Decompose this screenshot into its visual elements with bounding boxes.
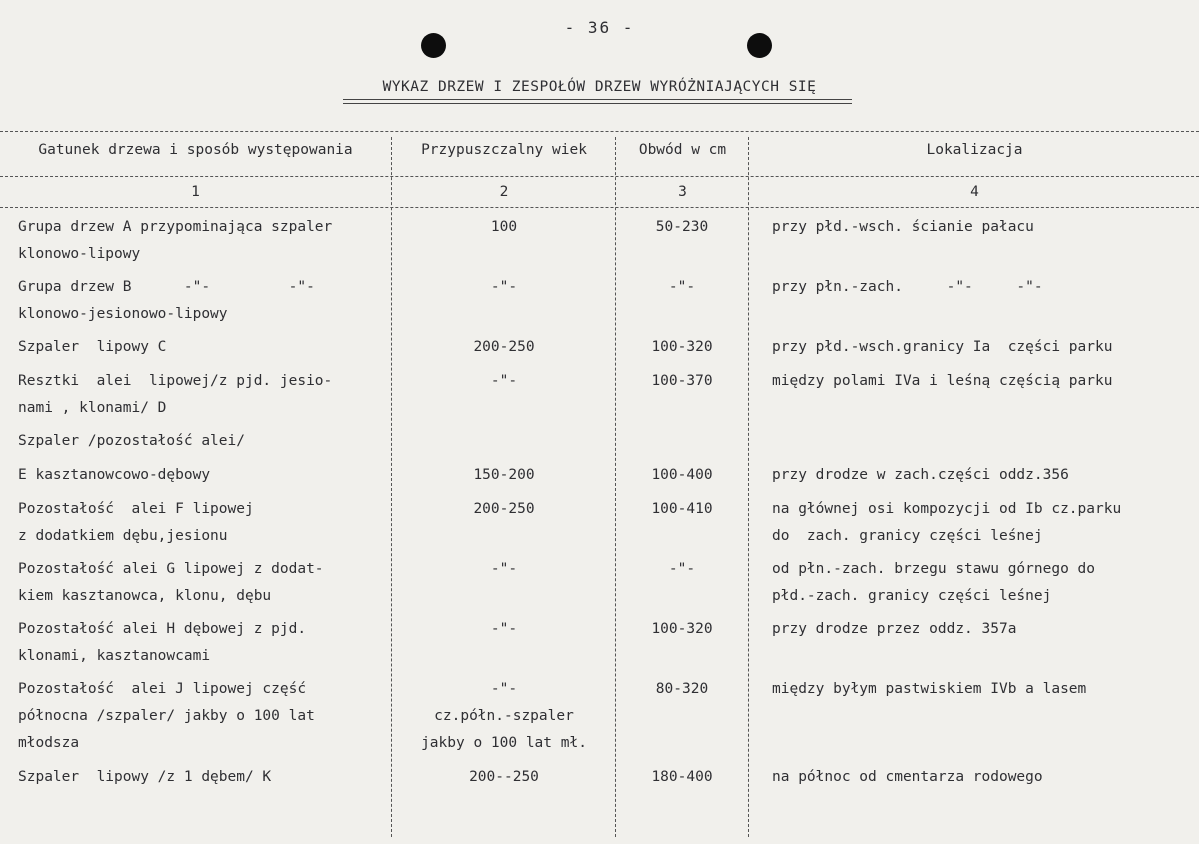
header-gatunek: Gatunek drzewa i sposób występowania — [38, 142, 353, 158]
header-lokalizacja: Lokalizacja — [926, 142, 1023, 158]
cell-obwod — [619, 214, 745, 241]
cell-line: 200--250 — [469, 769, 539, 785]
cell-obwod — [619, 334, 745, 361]
cell-gatunek — [18, 676, 390, 757]
cell-line: przy drodze w zach.części oddz.356 — [772, 467, 1069, 483]
cell-wiek — [395, 334, 613, 361]
cell-line: Pozostałość alei G lipowej z dodat- — [18, 561, 324, 577]
cell-obwod — [619, 462, 745, 489]
cell-lokalizacja — [772, 676, 1197, 703]
punch-hole-left — [421, 33, 446, 58]
cell-line: 180-400 — [651, 769, 713, 785]
cell-wiek — [395, 214, 613, 241]
cell-line: 50-230 — [655, 219, 709, 235]
title-underline-second — [343, 103, 852, 104]
cell-line: 100-320 — [651, 621, 713, 637]
cell-gatunek — [18, 428, 390, 455]
cell-wiek — [395, 764, 613, 791]
title-underline — [343, 99, 852, 100]
cell-lokalizacja — [772, 496, 1197, 550]
cell-lokalizacja — [772, 214, 1197, 241]
cell-line: przy drodze przez oddz. 357a — [772, 621, 1017, 637]
cell-line: kiem kasztanowca, klonu, dębu — [18, 588, 272, 604]
cell-line: Grupa drzew A przypominająca szpaler — [18, 219, 333, 235]
cell-gatunek — [18, 274, 390, 328]
cell-wiek — [395, 368, 613, 395]
header-bottom-rule — [0, 176, 1199, 177]
cell-obwod — [619, 556, 745, 583]
cell-obwod — [619, 764, 745, 791]
column-number-4: 4 — [970, 184, 979, 200]
column-divider-2 — [615, 137, 616, 837]
cell-line: klonami, kasztanowcami — [18, 648, 211, 664]
cell-line: Szpaler lipowy C — [18, 339, 167, 355]
cell-line: Szpaler /pozostałość alei/ — [18, 433, 245, 449]
cell-lokalizacja — [772, 556, 1197, 610]
cell-line: Pozostałość alei F lipowej — [18, 501, 254, 517]
cell-gatunek — [18, 556, 390, 610]
cell-wiek — [395, 496, 613, 523]
cell-gatunek — [18, 616, 390, 670]
cell-wiek — [395, 616, 613, 643]
cell-line: 100 — [490, 219, 518, 235]
cell-line: -"- — [490, 373, 518, 389]
cell-lokalizacja — [772, 616, 1197, 643]
cell-line: 200-250 — [473, 501, 535, 517]
cell-line: między byłym pastwiskiem IVb a lasem — [772, 681, 1087, 697]
cell-wiek — [395, 274, 613, 301]
cell-line: klonowo-jesionowo-lipowy — [18, 306, 228, 322]
cell-lokalizacja — [772, 368, 1197, 395]
cell-line: od płn.-zach. brzegu stawu górnego do — [772, 561, 1096, 577]
cell-line: jakby o 100 lat mł. — [421, 735, 587, 751]
table-top-rule — [0, 131, 1199, 132]
cell-lokalizacja — [772, 764, 1197, 791]
cell-line: 100-370 — [651, 373, 713, 389]
cell-line: przy płd.-wsch. ścianie pałacu — [772, 219, 1034, 235]
cell-line: z dodatkiem dębu,jesionu — [18, 528, 228, 544]
cell-line: na północ od cmentarza rodowego — [772, 769, 1043, 785]
cell-line: 150-200 — [473, 467, 535, 483]
cell-obwod — [619, 616, 745, 643]
cell-line: 80-320 — [655, 681, 709, 697]
cell-line: 100-410 — [651, 501, 713, 517]
column-number-2: 2 — [499, 184, 509, 200]
cell-line: Szpaler lipowy /z 1 dębem/ K — [18, 769, 272, 785]
cell-obwod — [619, 368, 745, 395]
cell-line: E kasztanowcowo-dębowy — [18, 467, 211, 483]
cell-line: 100-320 — [651, 339, 713, 355]
cell-line: Resztki alei lipowej/z pjd. jesio- — [18, 373, 333, 389]
cell-line: cz.półn.-szpaler — [434, 708, 574, 724]
cell-line: -"- — [490, 561, 518, 577]
cell-line: klonowo-lipowy — [18, 246, 141, 262]
cell-gatunek — [18, 462, 390, 489]
cell-line: przy płn.-zach. -"- -"- — [772, 279, 1043, 295]
cell-line: północna /szpaler/ jakby o 100 lat — [18, 708, 315, 724]
cell-wiek — [395, 676, 613, 757]
cell-line: przy płd.-wsch.granicy Ia części parku — [772, 339, 1113, 355]
column-divider-1 — [391, 137, 392, 837]
header-obwod: Obwód w cm — [638, 142, 727, 158]
page-number: - 36 - — [564, 18, 635, 37]
cell-gatunek — [18, 368, 390, 422]
cell-lokalizacja — [772, 274, 1197, 301]
punch-hole-right — [747, 33, 772, 58]
cell-line: nami , klonami/ D — [18, 400, 167, 416]
cell-line: 100-400 — [651, 467, 713, 483]
cell-obwod — [619, 274, 745, 301]
column-divider-3 — [748, 137, 749, 837]
cell-line: -"- — [490, 621, 518, 637]
cell-wiek — [395, 556, 613, 583]
cell-gatunek — [18, 334, 390, 361]
cell-line: płd.-zach. granicy części leśnej — [772, 588, 1052, 604]
cell-line: na głównej osi kompozycji od Ib cz.parku — [772, 501, 1122, 517]
cell-line: -"- — [490, 279, 518, 295]
cell-gatunek — [18, 764, 390, 791]
column-number-1: 1 — [191, 184, 200, 200]
cell-lokalizacja — [772, 462, 1197, 489]
cell-obwod — [619, 496, 745, 523]
cell-line: -"- — [668, 561, 696, 577]
cell-line: -"- — [668, 279, 696, 295]
cell-line: Grupa drzew B -"- -"- — [18, 279, 315, 295]
cell-line: między polami IVa i leśną częścią parku — [772, 373, 1113, 389]
cell-wiek — [395, 462, 613, 489]
cell-line: do zach. granicy części leśnej — [772, 528, 1043, 544]
cell-gatunek — [18, 496, 390, 550]
column-number-rule — [0, 207, 1199, 208]
header-wiek: Przypuszczalny wiek — [421, 142, 587, 158]
cell-line: młodsza — [18, 735, 80, 751]
column-number-3: 3 — [678, 184, 687, 200]
document-title: WYKAZ DRZEW I ZESPOŁÓW DRZEW WYRÓŻNIAJĄCYCH SIĘ — [382, 79, 817, 95]
cell-line: Pozostałość alei J lipowej część — [18, 681, 307, 697]
cell-line: -"- — [490, 681, 518, 697]
cell-line: Pozostałość alei H dębowej z pjd. — [18, 621, 307, 637]
cell-lokalizacja — [772, 334, 1197, 361]
cell-obwod — [619, 676, 745, 703]
cell-line: 200-250 — [473, 339, 535, 355]
cell-gatunek — [18, 214, 390, 268]
